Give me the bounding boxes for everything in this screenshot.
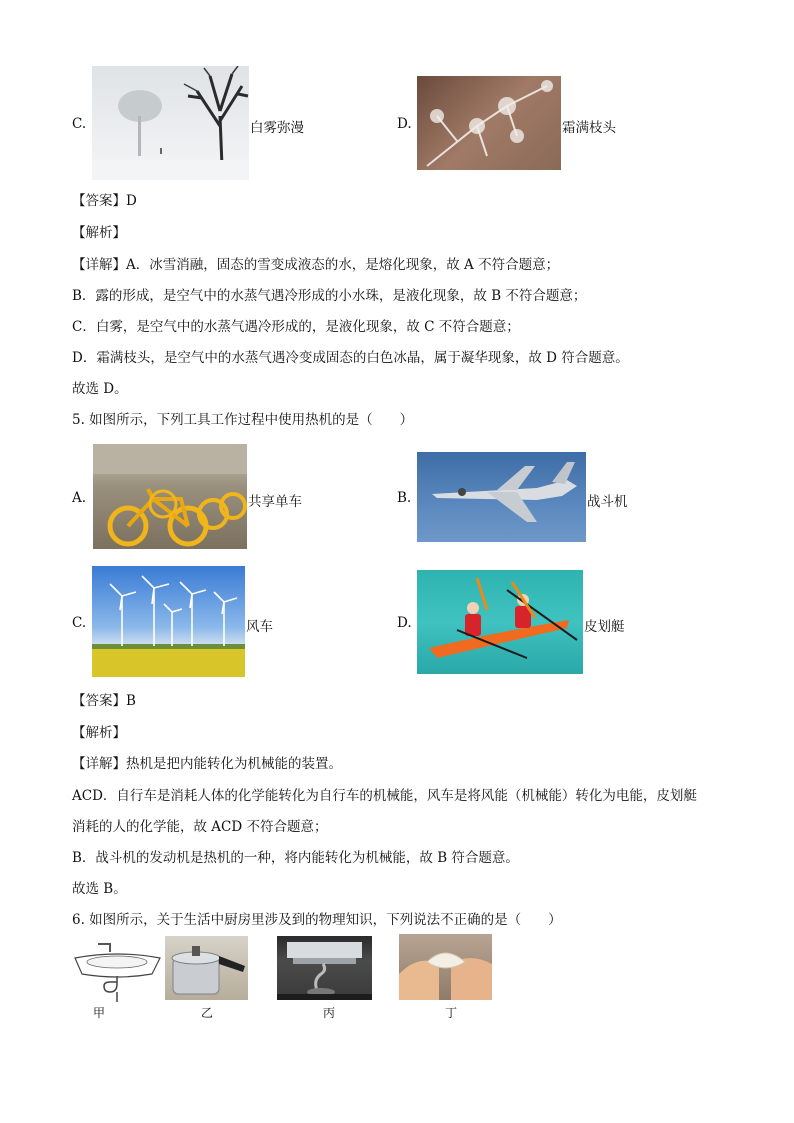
wind-turbine-photo [92, 566, 245, 677]
frost-branch-photo [417, 76, 561, 170]
q4-answer: 【答案】D [72, 193, 137, 209]
q5-explain-line: 消耗的人的化学能，故 ACD 不符合题意； [72, 819, 328, 835]
q5-option-d-label: 皮划艇 [584, 619, 625, 635]
q5-answer: 【答案】B [72, 693, 136, 709]
q5-option-a-letter: A. [72, 490, 87, 506]
image-caption-bing: 丙 [322, 1006, 335, 1020]
q5-option-b-label: 战斗机 [587, 494, 628, 510]
q4-analysis-title: 【解析】 [72, 225, 126, 241]
pressure-cooker-photo [165, 936, 248, 1000]
q5-analysis-title: 【解析】 [72, 725, 126, 741]
q5-option-b-letter: B. [397, 490, 412, 506]
fighter-jet-photo [417, 452, 586, 542]
q4-option-c-letter: C. [72, 116, 87, 132]
range-hood-photo [277, 936, 372, 1000]
q5-explain-line: B．战斗机的发动机是热机的一种，将内能转化为机械能，故 B 符合题意。 [72, 850, 519, 866]
q5-option-d-letter: D. [397, 615, 412, 631]
q4-option-c-label: 白雾弥漫 [250, 120, 304, 136]
q5-explain-line: ACD．自行车是消耗人体的化学能转化为自行车的机械能，风车是将风能（机械能）转化为电能，皮划艇 [72, 788, 697, 804]
q4-explain-line: D．霜满枝头，是空气中的水蒸气遇冷变成固态的白色冰晶，属于凝华现象，故 D 符合题意。 [72, 350, 629, 366]
q6-stem: 6. 如图所示，关于生活中厨房里涉及到的物理知识，下列说法不正确的是（ ） [72, 912, 562, 928]
image-caption-jia: 甲 [92, 1006, 105, 1020]
q4-option-d-letter: D. [397, 116, 412, 132]
kayak-photo [417, 570, 583, 674]
q4-explain-line: 【详解】A．冰雪消融，固态的雪变成液态的水，是熔化现象，故 A 不符合题意； [72, 257, 560, 273]
image-caption-ding: 丁 [444, 1006, 457, 1020]
q4-explain-line: C．白雾，是空气中的水蒸气遇冷形成的，是液化现象，故 C 不符合题意； [72, 319, 520, 335]
foggy-tree-photo [92, 66, 249, 180]
q5-stem: 5. 如图所示，下列工具工作过程中使用热机的是（ ） [72, 412, 414, 428]
sink-drain-illustration [70, 940, 165, 1002]
q5-explain-line: 故选 B。 [72, 881, 127, 897]
q5-option-c-label: 风车 [246, 619, 273, 635]
q5-explain-line: 【详解】热机是把内能转化为机械能的装置。 [72, 756, 342, 772]
q4-explain-line: 故选 D。 [72, 381, 128, 397]
q5-option-c-letter: C. [72, 615, 87, 631]
image-caption-yi: 乙 [200, 1006, 213, 1020]
dumpling-hands-photo [399, 934, 492, 1000]
shared-bike-photo [93, 444, 247, 549]
q4-option-d-label: 霜满枝头 [562, 120, 616, 136]
q5-option-a-label: 共享单车 [248, 494, 302, 510]
q4-explain-line: B．露的形成，是空气中的水蒸气遇冷形成的小水珠，是液化现象，故 B 不符合题意； [72, 288, 587, 304]
